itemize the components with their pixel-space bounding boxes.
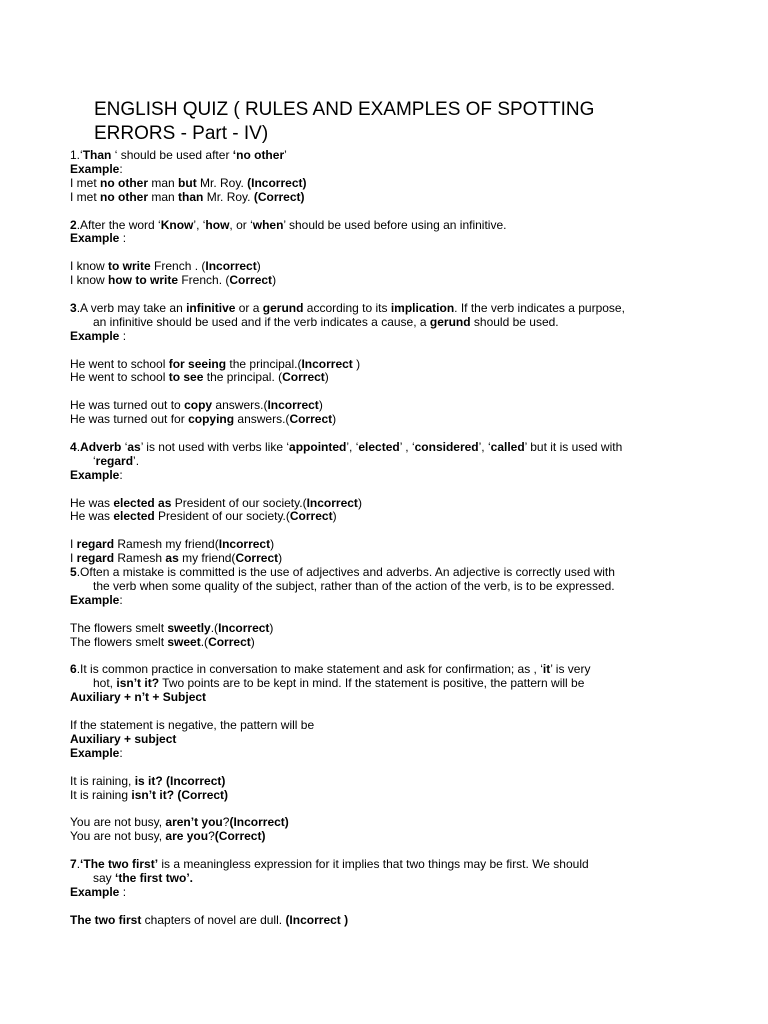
text-run: He was turned out to [70, 398, 185, 413]
text-run: It is raining, [70, 773, 135, 788]
bold-text: 4 [70, 439, 77, 454]
bold-text: The two first [70, 912, 142, 927]
text-run: He went to school [70, 356, 169, 371]
text-line [70, 274, 710, 288]
bold-text: (Correct) [214, 829, 266, 844]
text-run: .( [200, 634, 209, 649]
text-line [70, 260, 710, 274]
text-run: the principal.( [226, 356, 302, 371]
text-line [70, 566, 710, 580]
bold-text: elected as [113, 495, 172, 510]
paragraph-gap [70, 246, 710, 260]
paragraph-gap [70, 608, 710, 622]
bold-text: Adverb [80, 439, 122, 454]
text-run: President of our society.( [154, 509, 290, 524]
text-line [70, 538, 710, 552]
text-line [70, 775, 710, 789]
text-line [70, 872, 710, 886]
text-run: ’, ‘ [478, 439, 491, 454]
text-run: man [148, 175, 179, 190]
text-line [70, 469, 710, 483]
bold-text: called [490, 439, 525, 454]
text-run: You are not busy, [70, 829, 166, 844]
paragraph-gap [70, 761, 710, 775]
bold-text: Correct [208, 634, 251, 649]
text-run: should be used. [470, 314, 559, 329]
text-run: ’, ‘ [193, 217, 206, 232]
bold-text: Incorrect [205, 259, 257, 274]
bold-text: Correct [282, 370, 325, 385]
bold-text: how to write [108, 273, 179, 288]
text-run: .After the word ‘ [76, 217, 161, 232]
bold-text: 3 [70, 300, 77, 315]
bold-text: implication [390, 300, 455, 315]
text-run: ’ is very [550, 662, 591, 677]
bold-text: ‘no other [232, 148, 285, 162]
bold-text: copying [188, 412, 235, 427]
bold-text: (Incorrect) [229, 815, 289, 830]
text-run: ) [318, 398, 323, 413]
text-run: ) [352, 356, 361, 371]
text-line [70, 219, 710, 233]
text-run: I know [70, 273, 109, 288]
bold-text: 2 [70, 217, 77, 232]
text-line [70, 580, 710, 594]
text-line [70, 497, 710, 511]
text-run: ‘ [93, 453, 96, 468]
text-line [70, 677, 710, 691]
text-run: : [119, 884, 127, 899]
bold-text: Example [70, 161, 120, 176]
text-run: an infinitive should be used and if the verb indicates a cause, a [93, 314, 430, 329]
text-run: . If the verb indicates a purpose, [454, 300, 625, 315]
title-line-1: ENGLISH QUIZ ( RULES AND EXAMPLES OF SPOTTING [94, 99, 595, 120]
bold-text: Correct [289, 509, 333, 524]
text-line [70, 886, 710, 900]
bold-text: sweet [167, 634, 201, 649]
text-run: ) [278, 551, 283, 566]
bold-text: ‘the first two’. [115, 870, 194, 885]
text-line [70, 302, 710, 316]
text-run: is a meaningless expression for it implies that two things may be first. We should [158, 857, 589, 871]
paragraph-gap [70, 205, 710, 219]
bold-text: gerund [429, 314, 471, 329]
bold-text: Incorrect [301, 356, 353, 371]
text-line [70, 733, 710, 747]
bold-text: Incorrect [218, 537, 271, 552]
text-run: my friend( [178, 551, 236, 566]
text-run: chapters of novel are dull. [141, 912, 286, 927]
text-line [70, 816, 710, 830]
text-run: say [93, 870, 116, 885]
text-run: ’ is not used with verbs like ‘ [140, 439, 290, 454]
text-run: or a [235, 300, 263, 315]
text-line [70, 594, 710, 608]
bold-text: as [165, 551, 179, 566]
text-run: ’ [284, 148, 287, 162]
text-line [70, 191, 710, 205]
bold-text: 5 [70, 565, 77, 580]
paragraph-gap [70, 649, 710, 663]
bold-text: 6 [70, 662, 77, 677]
text-line [70, 177, 710, 191]
text-line [70, 719, 710, 733]
bold-text: (Incorrect) [247, 175, 307, 190]
text-run: the principal. ( [203, 370, 283, 385]
bold-text: Example [70, 467, 120, 482]
text-run: If the statement is negative, the pattern will be [70, 717, 315, 732]
text-run: ) [250, 634, 255, 649]
text-run: French. ( [178, 273, 230, 288]
text-line [70, 232, 710, 246]
text-line [70, 371, 710, 385]
text-run: Mr. Roy. [196, 175, 248, 190]
text-run: . [76, 857, 81, 871]
bold-text: Auxiliary + n’t + Subject [70, 690, 207, 705]
bold-text: Incorrect [218, 620, 270, 635]
text-line [70, 510, 710, 524]
text-run: Mr. Roy. [203, 189, 254, 204]
bold-text: 7 [70, 857, 77, 871]
text-run: . [76, 439, 81, 454]
text-run: He was [70, 509, 114, 524]
text-run: ’, ‘ [346, 439, 359, 454]
text-run: ’ , ‘ [399, 439, 415, 454]
bold-text: copy [184, 398, 213, 413]
text-run: the verb when some quality of the subject, rather than of the action of the verb, is to be expressed. [93, 578, 615, 593]
paragraph-gap [70, 288, 710, 302]
bold-text: Example [70, 231, 120, 246]
text-run: The flowers smelt [70, 634, 168, 649]
bold-text: aren’t you [165, 815, 223, 830]
text-line [70, 622, 710, 636]
bold-text: are you [165, 829, 209, 844]
text-run: .A verb may take an [76, 300, 187, 315]
text-line [70, 747, 710, 761]
text-line [70, 552, 710, 566]
text-run: ? [208, 829, 215, 844]
text-line [70, 789, 710, 803]
bold-text: appointed [289, 439, 347, 454]
text-run: according to its [303, 300, 391, 315]
text-run: : [119, 592, 123, 607]
title-line-2: ERRORS - Part - IV) [94, 123, 269, 144]
text-run: You are not busy, [70, 815, 166, 830]
bold-text: elected [113, 509, 155, 524]
text-run: ’. [133, 453, 140, 468]
paragraph-gap [70, 483, 710, 497]
bold-text: Incorrect [306, 495, 358, 510]
text-run: He was turned out for [70, 412, 189, 427]
text-run: The flowers smelt [70, 620, 168, 635]
bold-text: gerund [262, 300, 304, 315]
text-run: man [148, 189, 179, 204]
text-run: ‘ should be used after [111, 148, 233, 162]
text-run: ) [357, 495, 362, 510]
bold-text: for seeing [168, 356, 227, 371]
text-run: ) [324, 370, 329, 385]
document-page [70, 98, 710, 928]
bold-text: sweetly [167, 620, 211, 635]
paragraph-gap [70, 844, 710, 858]
text-line [70, 358, 710, 372]
text-run: : [119, 328, 127, 343]
text-run: ) [332, 412, 337, 427]
text-line [70, 163, 710, 177]
text-run: , or ‘ [229, 217, 253, 232]
text-run: .It is common practice in conversation to make statement and ask for confirmation; as , ‘ [76, 662, 543, 677]
bold-text: is it? (Incorrect) [134, 773, 226, 788]
text-run: : [119, 161, 123, 176]
text-run: hot, [93, 676, 117, 691]
text-line [70, 663, 710, 677]
bold-text: regard [76, 551, 115, 566]
text-run: answers.( [212, 398, 268, 413]
bold-text: when [252, 217, 284, 232]
text-line [70, 399, 710, 413]
bold-text: (Correct) [253, 189, 305, 204]
bold-text: to see [168, 370, 204, 385]
bold-text: regard [95, 453, 134, 468]
text-run: : [119, 745, 123, 760]
text-run: He was [70, 495, 114, 510]
document-title [70, 98, 710, 146]
bold-text: Example [70, 884, 120, 899]
bold-text: but [178, 175, 197, 190]
bold-text: regard [76, 537, 115, 552]
text-run: I [70, 537, 77, 552]
bold-text: it [542, 662, 551, 677]
bold-text: Incorrect [267, 398, 319, 413]
text-run: ) [256, 259, 261, 274]
paragraph-gap [70, 385, 710, 399]
text-run: ? [222, 815, 230, 830]
text-line [70, 455, 710, 469]
bold-text: Correct [229, 273, 273, 288]
text-line [70, 858, 710, 872]
text-line [70, 149, 710, 163]
bold-text: to write [108, 259, 151, 274]
bold-text: Example [70, 592, 120, 607]
bold-text: Know [160, 217, 194, 232]
text-run: ) [332, 509, 337, 524]
bold-text: than [178, 189, 204, 204]
text-line [70, 413, 710, 427]
paragraph-gap [70, 705, 710, 719]
text-run: ‘ [121, 439, 128, 454]
text-run: .( [210, 620, 219, 635]
text-run: 1.‘ [70, 148, 83, 162]
paragraph-gap [70, 900, 710, 914]
text-line [70, 691, 710, 705]
bold-text: no other [100, 189, 149, 204]
paragraph-gap [70, 802, 710, 816]
text-run: I met [70, 175, 101, 190]
bold-text: isn’t it? (Correct) [131, 787, 229, 802]
text-run: ) [269, 620, 274, 635]
text-run: : [119, 231, 127, 246]
text-run: ’ should be used before using an infinitive. [283, 217, 507, 232]
paragraph-gap [70, 427, 710, 441]
text-line [70, 441, 710, 455]
bold-text: (Incorrect ) [285, 912, 349, 927]
paragraph-gap [70, 524, 710, 538]
bold-text: isn’t it? [116, 676, 160, 691]
text-run: It is raining [70, 787, 132, 802]
text-line [70, 330, 710, 344]
bold-text: as [127, 439, 141, 454]
text-run: ) [270, 537, 275, 552]
text-line [70, 830, 710, 844]
text-run: Ramesh my friend( [114, 537, 219, 552]
bold-text: ‘The two first’ [80, 857, 159, 871]
document-body [70, 149, 710, 928]
text-line [70, 914, 710, 928]
text-line [70, 316, 710, 330]
text-run: : [119, 467, 123, 482]
text-run: answers.( [234, 412, 290, 427]
text-run: He went to school [70, 370, 169, 385]
text-run: Two points are to be kept in mind. If the statement is positive, the pattern will be [159, 676, 585, 691]
text-run: .Often a mistake is committed is the use of adjectives and adverbs. An adjective is correctly used with [76, 565, 615, 580]
text-run: I [70, 551, 77, 566]
bold-text: how [205, 217, 230, 232]
text-run: ’ but it is used with [524, 439, 623, 454]
bold-text: Than [82, 148, 112, 162]
bold-text: Example [70, 328, 120, 343]
paragraph-gap [70, 344, 710, 358]
bold-text: infinitive [186, 300, 236, 315]
text-run: Ramesh [114, 551, 166, 566]
bold-text: Correct [289, 412, 333, 427]
text-run: French . ( [150, 259, 206, 274]
bold-text: Correct [235, 551, 279, 566]
bold-text: no other [100, 175, 149, 190]
bold-text: Example [70, 745, 120, 760]
text-line [70, 636, 710, 650]
bold-text: considered [414, 439, 479, 454]
bold-text: elected [358, 439, 400, 454]
text-run: ) [272, 273, 277, 288]
bold-text: Auxiliary + subject [70, 731, 177, 746]
text-run: I met [70, 189, 101, 204]
text-run: I know [70, 259, 109, 274]
text-run: President of our society.( [171, 495, 307, 510]
